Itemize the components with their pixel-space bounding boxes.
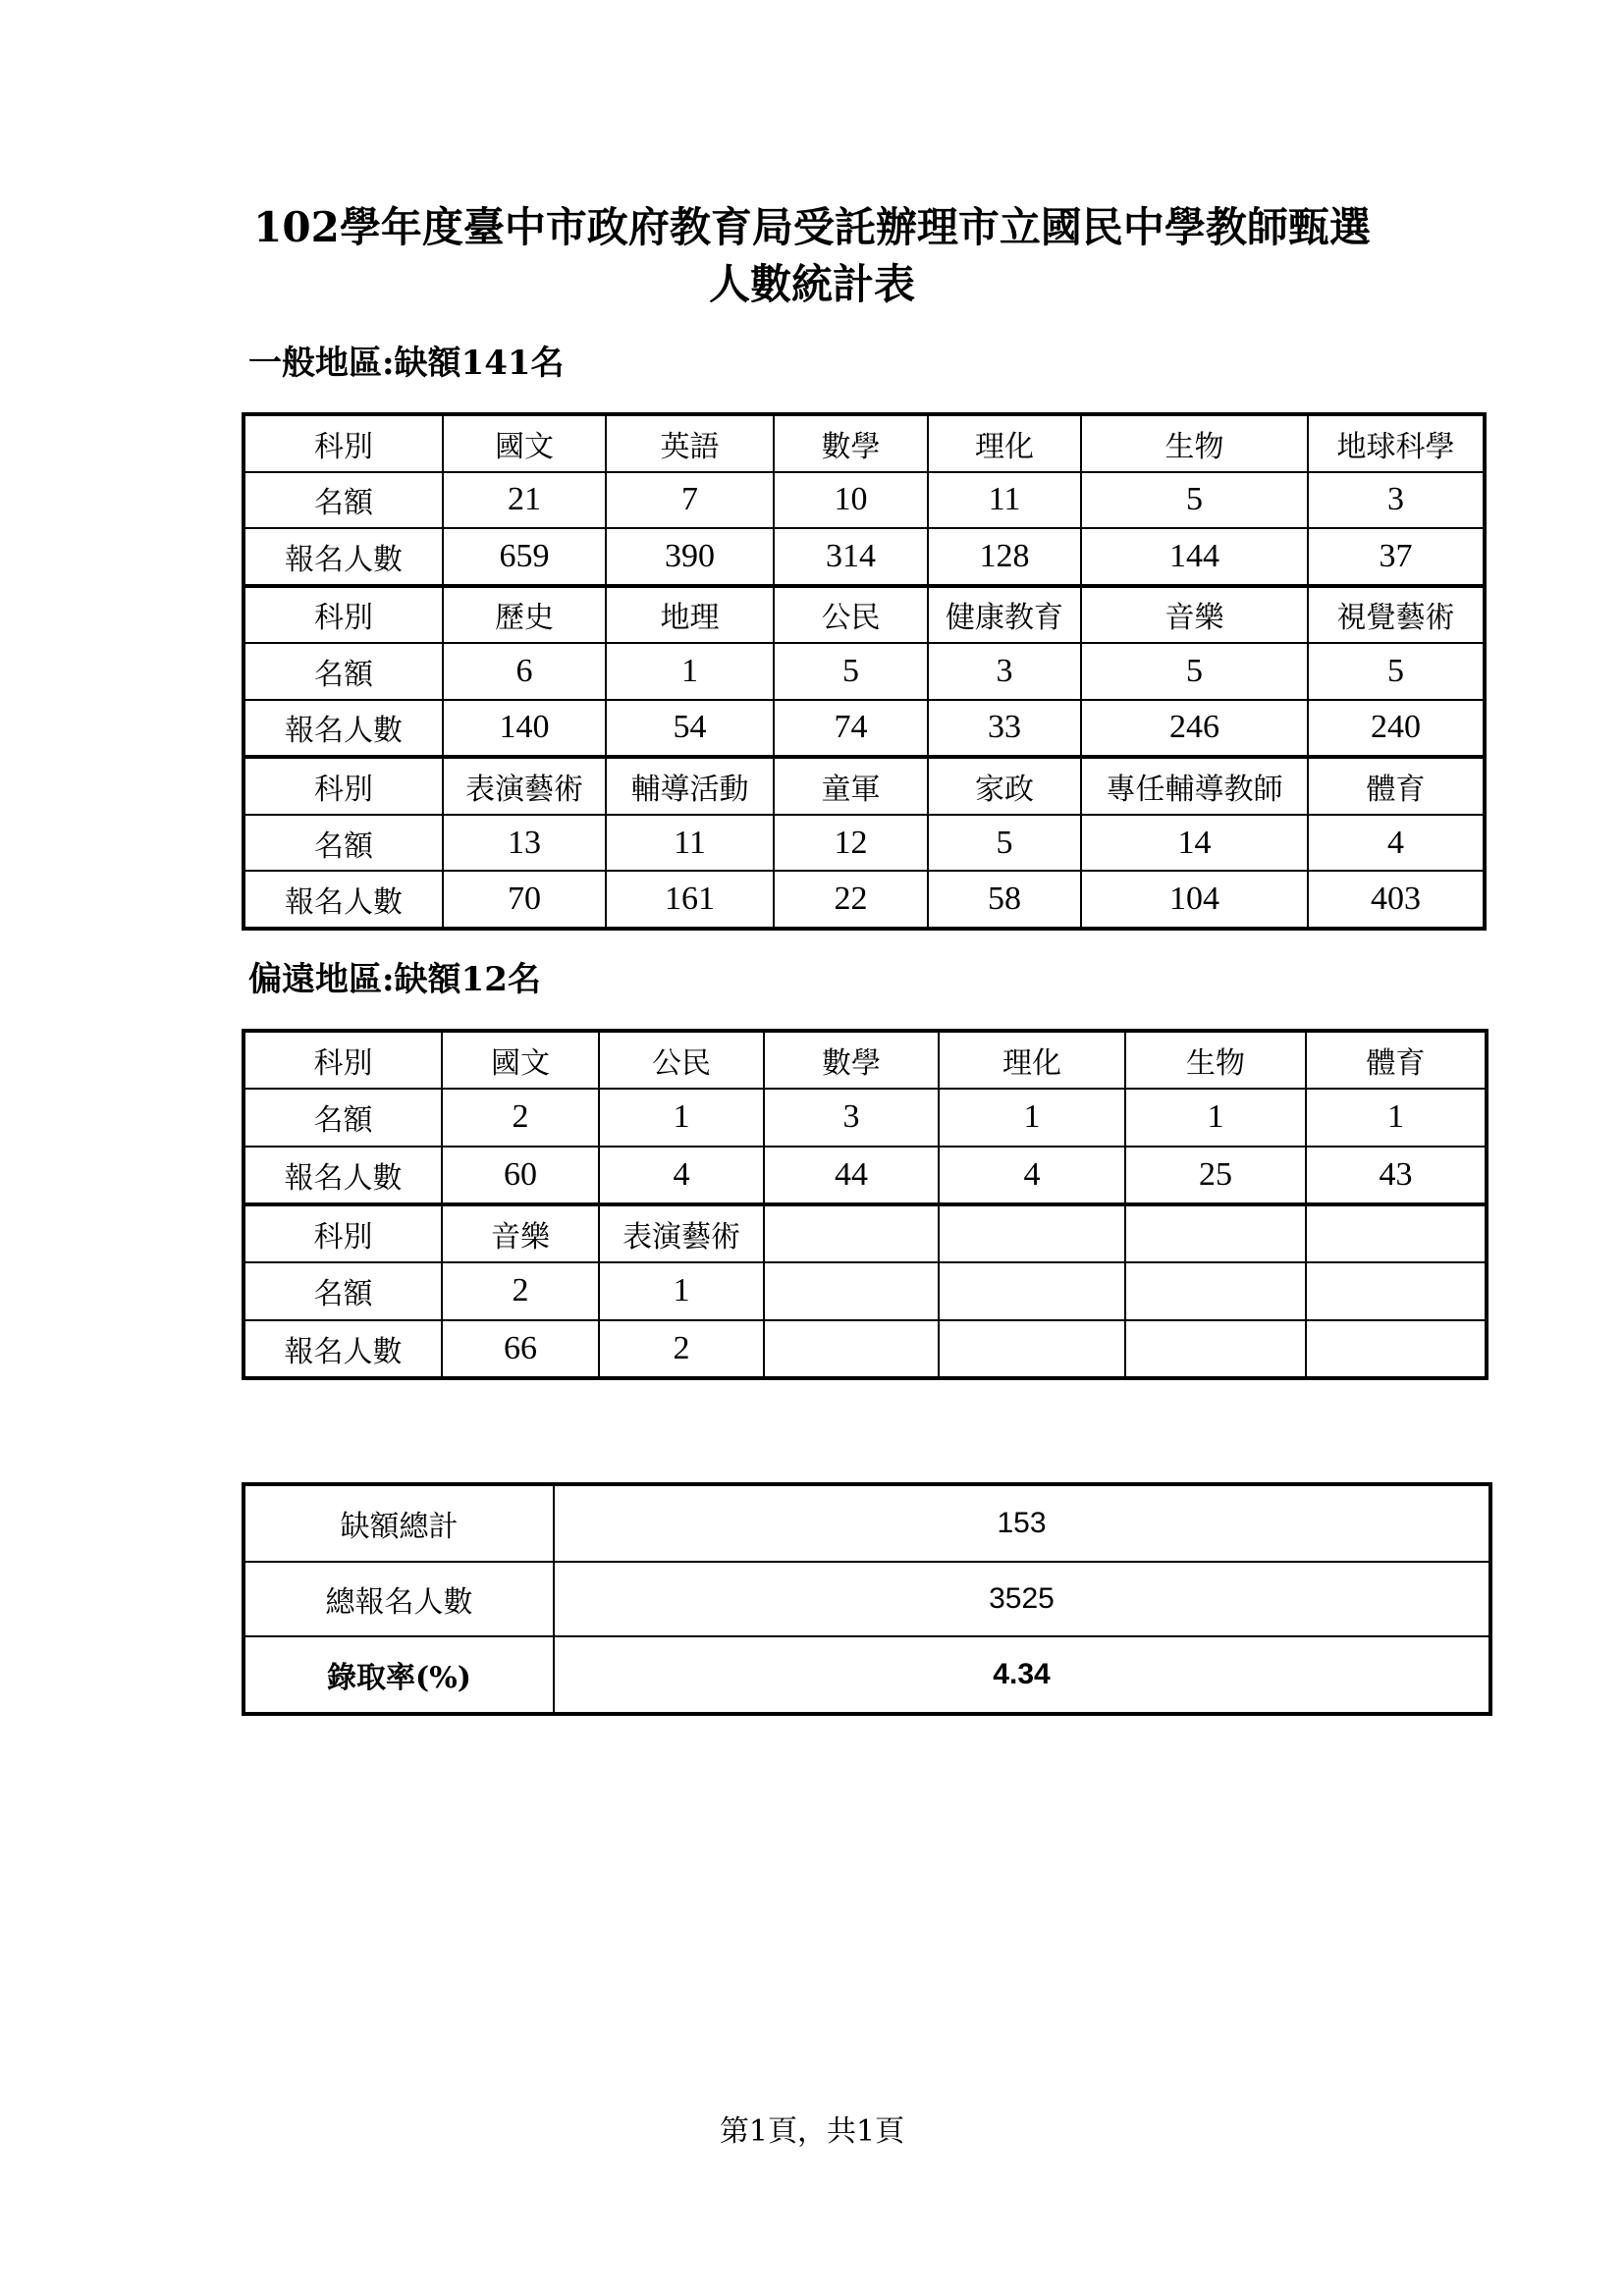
subject-cell: 理化	[939, 1031, 1125, 1089]
quota-cell	[1306, 1262, 1487, 1319]
total-applicants-value: 3525	[554, 1562, 1490, 1637]
quota-cell: 5	[1081, 472, 1308, 528]
quota-cell: 5	[774, 643, 928, 699]
subject-cell: 生物	[1081, 414, 1308, 472]
applicants-cell: 246	[1081, 700, 1308, 758]
quota-cell: 2	[442, 1089, 599, 1146]
subject-cell: 生物	[1125, 1031, 1306, 1089]
quota-cell: 14	[1081, 815, 1308, 871]
applicants-cell: 104	[1081, 871, 1308, 929]
subject-row	[244, 757, 1485, 815]
row-label: 名額	[244, 472, 443, 528]
quota-cell: 13	[443, 815, 606, 871]
applicants-cell: 44	[764, 1147, 939, 1204]
row-label: 名額	[244, 643, 443, 699]
applicants-row	[244, 1320, 1487, 1378]
applicants-cell: 314	[774, 528, 928, 586]
applicants-cell: 43	[1306, 1147, 1487, 1204]
total-quota-value: 153	[554, 1484, 1490, 1562]
remote-area-heading: 偏遠地區:缺額12名	[248, 960, 541, 999]
applicants-cell: 144	[1081, 528, 1308, 586]
subject-cell	[939, 1204, 1125, 1262]
subject-cell: 國文	[443, 414, 606, 472]
row-label: 名額	[244, 1262, 442, 1319]
applicants-cell	[939, 1320, 1125, 1378]
subject-cell: 表演藝術	[599, 1204, 764, 1262]
quota-cell: 3	[1308, 472, 1485, 528]
applicants-cell: 659	[443, 528, 606, 586]
applicants-row	[244, 1147, 1487, 1204]
quota-cell	[939, 1262, 1125, 1319]
subject-cell: 數學	[764, 1031, 939, 1089]
subject-cell: 健康教育	[928, 586, 1081, 644]
page-footer: 第1頁，共1頁	[719, 2114, 905, 2149]
row-label: 報名人數	[244, 528, 443, 586]
applicants-cell: 37	[1308, 528, 1485, 586]
page-subtitle: 人數統計表	[708, 260, 915, 308]
subject-cell	[1306, 1204, 1487, 1262]
row-label: 科別	[244, 757, 443, 815]
quota-cell: 11	[928, 472, 1081, 528]
quota-cell: 6	[443, 643, 606, 699]
applicants-cell: 60	[442, 1147, 599, 1204]
applicants-cell: 140	[443, 700, 606, 758]
quota-cell: 1	[599, 1089, 764, 1146]
subject-cell: 音樂	[442, 1204, 599, 1262]
applicants-cell	[1306, 1320, 1487, 1378]
total-applicants-label: 總報名人數	[244, 1562, 554, 1637]
quota-cell: 12	[774, 815, 928, 871]
row-label: 名額	[244, 815, 443, 871]
subject-cell: 公民	[774, 586, 928, 644]
general-area-heading: 一般地區:缺額141名	[248, 344, 565, 383]
applicants-cell	[1125, 1320, 1306, 1378]
quota-row	[244, 1089, 1487, 1146]
applicants-cell: 70	[443, 871, 606, 929]
total-applicants-row	[244, 1562, 1490, 1637]
subject-cell: 音樂	[1081, 586, 1308, 644]
quota-row	[244, 1262, 1487, 1319]
subject-cell: 數學	[774, 414, 928, 472]
subject-cell: 專任輔導教師	[1081, 757, 1308, 815]
subject-cell: 視覺藝術	[1308, 586, 1485, 644]
admission-rate-row	[244, 1636, 1490, 1714]
subject-cell: 地球科學	[1308, 414, 1485, 472]
applicants-cell: 390	[606, 528, 774, 586]
row-label: 名額	[244, 1089, 442, 1146]
subject-cell: 地理	[606, 586, 774, 644]
row-label: 報名人數	[244, 871, 443, 929]
subject-row	[244, 586, 1485, 644]
subject-cell: 體育	[1308, 757, 1485, 815]
applicants-row	[244, 871, 1485, 929]
applicants-cell: 58	[928, 871, 1081, 929]
subject-cell: 公民	[599, 1031, 764, 1089]
row-label: 報名人數	[244, 1320, 442, 1378]
quota-cell: 7	[606, 472, 774, 528]
subject-row	[244, 1204, 1487, 1262]
subject-cell: 英語	[606, 414, 774, 472]
subject-cell	[1125, 1204, 1306, 1262]
subject-cell	[764, 1204, 939, 1262]
subject-cell: 表演藝術	[443, 757, 606, 815]
quota-cell: 4	[1308, 815, 1485, 871]
quota-cell: 11	[606, 815, 774, 871]
applicants-cell: 161	[606, 871, 774, 929]
quota-cell: 3	[928, 643, 1081, 699]
total-quota-label: 缺額總計	[244, 1484, 554, 1562]
quota-cell: 1	[1306, 1089, 1487, 1146]
quota-cell	[764, 1262, 939, 1319]
row-label: 科別	[244, 414, 443, 472]
quota-cell: 1	[599, 1262, 764, 1319]
quota-cell: 5	[928, 815, 1081, 871]
applicants-cell: 22	[774, 871, 928, 929]
page-title: 102學年度臺中市政府教育局受託辦理市立國民中學教師甄選	[253, 203, 1371, 251]
summary-table	[242, 1482, 1492, 1716]
row-label: 科別	[244, 1204, 442, 1262]
admission-rate-label: 錄取率(%)	[244, 1636, 554, 1714]
applicants-row	[244, 700, 1485, 758]
quota-row	[244, 643, 1485, 699]
subject-row	[244, 414, 1485, 472]
applicants-cell	[764, 1320, 939, 1378]
quota-cell: 1	[1125, 1089, 1306, 1146]
applicants-cell: 403	[1308, 871, 1485, 929]
applicants-cell: 33	[928, 700, 1081, 758]
subject-cell: 輔導活動	[606, 757, 774, 815]
applicants-row	[244, 528, 1485, 586]
applicants-cell: 240	[1308, 700, 1485, 758]
applicants-cell: 4	[939, 1147, 1125, 1204]
admission-rate-value: 4.34	[554, 1636, 1490, 1714]
row-label: 科別	[244, 1031, 442, 1089]
applicants-cell: 4	[599, 1147, 764, 1204]
applicants-cell: 128	[928, 528, 1081, 586]
quota-cell: 1	[606, 643, 774, 699]
quota-cell: 10	[774, 472, 928, 528]
applicants-cell: 74	[774, 700, 928, 758]
remote-area-table	[242, 1029, 1489, 1380]
row-label: 報名人數	[244, 1147, 442, 1204]
quota-cell	[1125, 1262, 1306, 1319]
applicants-cell: 66	[442, 1320, 599, 1378]
subject-cell: 國文	[442, 1031, 599, 1089]
quota-cell: 1	[939, 1089, 1125, 1146]
subject-cell: 童軍	[774, 757, 928, 815]
subject-cell: 歷史	[443, 586, 606, 644]
quota-cell: 5	[1308, 643, 1485, 699]
applicants-cell: 25	[1125, 1147, 1306, 1204]
quota-cell: 5	[1081, 643, 1308, 699]
row-label: 報名人數	[244, 700, 443, 758]
row-label: 科別	[244, 586, 443, 644]
quota-cell: 2	[442, 1262, 599, 1319]
subject-cell: 體育	[1306, 1031, 1487, 1089]
total-quota-row	[244, 1484, 1490, 1562]
applicants-cell: 54	[606, 700, 774, 758]
quota-row	[244, 472, 1485, 528]
subject-row	[244, 1031, 1487, 1089]
quota-row	[244, 815, 1485, 871]
applicants-cell: 2	[599, 1320, 764, 1378]
subject-cell: 家政	[928, 757, 1081, 815]
subject-cell: 理化	[928, 414, 1081, 472]
quota-cell: 21	[443, 472, 606, 528]
quota-cell: 3	[764, 1089, 939, 1146]
general-area-table	[242, 412, 1487, 931]
